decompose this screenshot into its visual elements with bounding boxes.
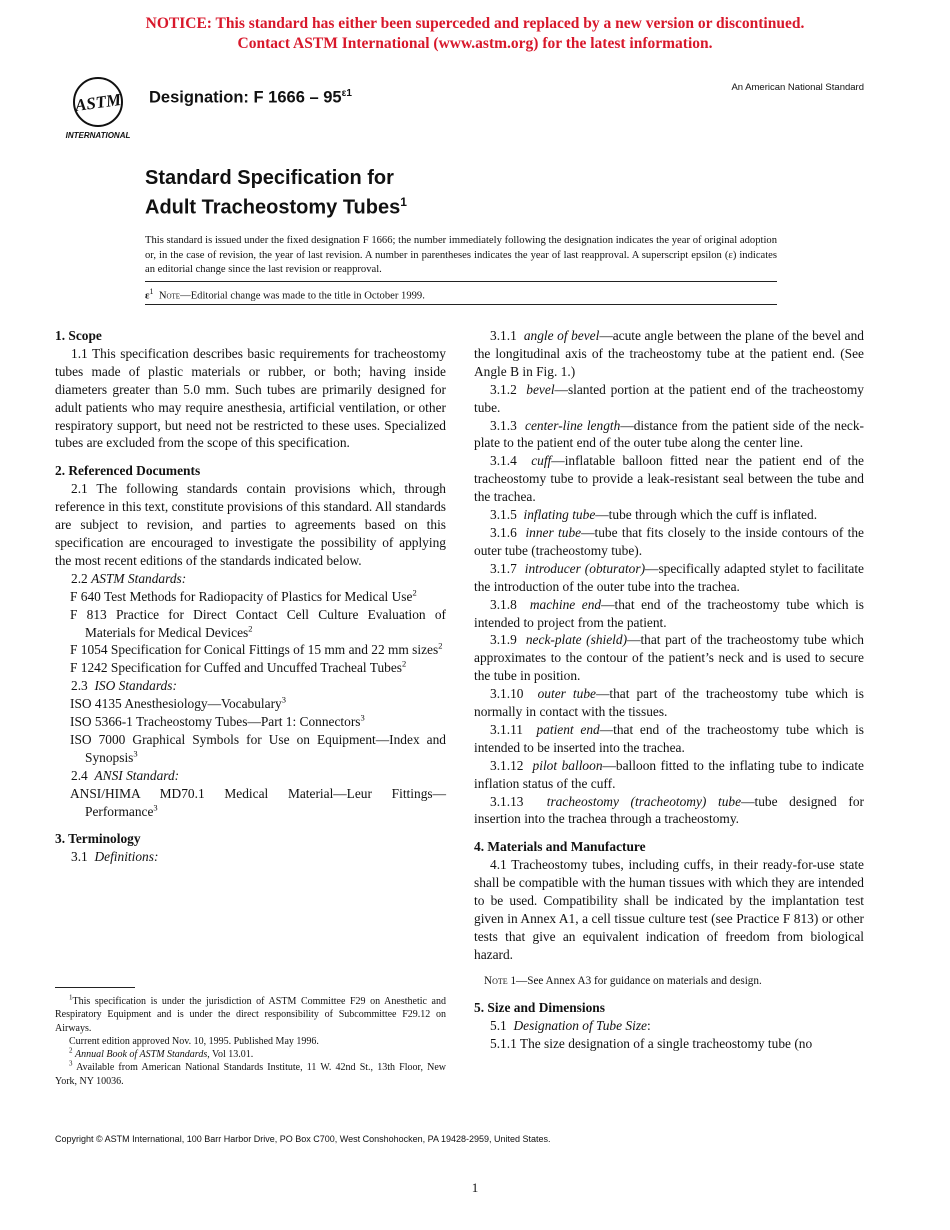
paragraph-5-1-title: Designation of Tube Size: [513, 1017, 647, 1033]
reference-footnote: 2: [412, 587, 417, 598]
copyright: Copyright © ASTM International, 100 Barr Harbor Drive, PO Box C700, West Conshohocken, PA 19428-2959, United States.: [55, 1134, 551, 1144]
astm-logo-mark: [73, 90, 123, 116]
definition-text: —inflatable balloon fitted near the patient end of the tracheostomy tube to provide a leak-resistant seal between the tube and the trachea.: [474, 453, 864, 505]
astm-logo: [60, 76, 136, 142]
definition-text: —slanted portion at the patient end of the tracheostomy tube.: [474, 381, 865, 415]
definition-text: —that end of the tracheostomy tube which is intended to be inserted into the trachea.: [474, 721, 864, 755]
definition-item: [474, 381, 864, 417]
title-line-1: Standard Specification for: [145, 167, 394, 189]
note-label: Note: [484, 974, 508, 987]
definition-item: [474, 327, 864, 381]
definition-num: 3.1.12: [490, 757, 524, 773]
definition-num: 3.1.11: [490, 721, 523, 737]
reference-item: [55, 606, 446, 642]
right-column: [474, 327, 864, 1052]
footnote-mark: 3: [69, 1060, 73, 1069]
paragraph-5-1-1: 5.1.1 The size designation of a single tracheostomy tube (no: [490, 1035, 813, 1051]
footnote-1: [55, 995, 446, 1035]
definition-text: —that part of the tracheostomy tube which approximates to the contour of the patient’s neck and is used to secure the tube in position.: [474, 632, 864, 684]
definition-item: [474, 560, 864, 596]
paragraph-5-1-num: 5.1: [490, 1017, 507, 1033]
definition-text: —specifically adapted stylet to facilitate the introduction of the outer tube into the trachea.: [474, 560, 864, 594]
reference-footnote: 2: [438, 640, 443, 651]
reference-text: ISO 5366-1 Tracheostomy Tubes—Part 1: Connectors: [70, 714, 361, 730]
paragraph-3-1-num: 3.1: [71, 849, 88, 865]
astm-logo-subtitle: INTERNATIONAL: [65, 131, 131, 140]
designation: [149, 88, 352, 108]
reference-text: ANSI/HIMA MD70.1 Medical Material—Leur Fittings—Performance: [70, 785, 446, 819]
definition-term: outer tube: [537, 686, 596, 702]
definition-term: patient end: [536, 721, 600, 737]
definition-text: —that end of the tracheostomy tube which is intended to project from the patient.: [474, 596, 864, 630]
paragraph-2-2-title: ASTM Standards:: [91, 570, 187, 586]
paragraph-2-4: [55, 767, 446, 785]
definition-term: introducer (obturator): [524, 560, 646, 576]
definitions-list: [474, 327, 864, 828]
definition-text: —tube designed for insertion into the trachea through a tracheostomy.: [474, 793, 864, 827]
definition-text: —acute angle between the plane of the bevel and the longitudinal axis of the tracheostomy tube at the patient end. (See Angle B in Fig. 1.): [474, 328, 864, 379]
reference-item: [55, 588, 446, 606]
footnote-text: This specification is under the jurisdiction of ASTM Committee F29 on Anesthetic and Respiratory Equipment and is under the direct responsibility of Subcommittee F29.12 on Airways.: [55, 996, 446, 1034]
definition-term: center-line length: [525, 417, 621, 433]
reference-text: F 1054 Specification for Conical Fittings of 15 mm and 22 mm sizes: [70, 642, 439, 658]
definition-term: bevel: [526, 381, 555, 397]
definition-num: 3.1.7: [490, 560, 517, 576]
editorial-note-label: Note: [158, 290, 181, 302]
section-heading-size: 5. Size and Dimensions: [474, 999, 605, 1015]
document-title: [145, 166, 407, 220]
paragraph-2-3-num: 2.3: [71, 678, 88, 694]
paragraph-2-3-title: ISO Standards:: [94, 678, 177, 694]
left-column: [55, 327, 446, 866]
section-heading-materials: 4. Materials and Manufacture: [474, 839, 646, 855]
editorial-note: [145, 287, 425, 302]
paragraph-1-1: 1.1 This specification describes basic requirements for tracheostomy tubes made of plastic materials or rubber, or both; having inside diameters greater than 5.0 mm. Such tubes are primarily designed for adult patients who may require anesthesia, artificial ventilation, or other respiratory support, but need not be restricted to these uses. Specialized tubes are excluded from the scope of this specification.: [55, 345, 446, 451]
reference-footnote: 3: [153, 802, 158, 813]
designation-epsilon: ε1: [341, 88, 352, 99]
title-footnote-mark: 1: [400, 195, 407, 209]
definition-text: —tube through which the cuff is inflated.: [595, 507, 818, 523]
definition-term: machine end: [529, 596, 602, 612]
definition-term: inner tube: [525, 524, 582, 540]
reference-item: [55, 641, 446, 659]
reference-text: F 640 Test Methods for Radiopacity of Plastics for Medical Use: [70, 588, 413, 604]
reference-text: ISO 4135 Anesthesiology—Vocabulary: [70, 696, 282, 712]
paragraph-2-2: [55, 570, 446, 588]
reference-footnote: 3: [281, 694, 287, 705]
reference-item: [55, 713, 446, 731]
reference-item: [55, 695, 446, 713]
reference-item: [55, 659, 446, 677]
definition-term: inflating tube: [523, 507, 596, 523]
definition-num: 3.1.10: [490, 686, 524, 702]
definition-item: [474, 506, 864, 524]
notice-line-1: NOTICE: This standard has either been superceded and replaced by a new version or discontinued.: [145, 15, 805, 32]
definition-item: [474, 631, 864, 685]
paragraph-5-1: [474, 1017, 864, 1035]
section-heading-terminology: 3. Terminology: [55, 831, 141, 847]
definition-term: pilot balloon: [532, 757, 603, 773]
reference-footnote: 2: [402, 658, 407, 669]
paragraph-2-3: [55, 677, 446, 695]
divider: [145, 281, 777, 282]
definition-num: 3.1.4: [490, 453, 517, 469]
footnote-mark: 2: [69, 1046, 73, 1055]
reference-text: F 813 Practice for Direct Contact Cell Culture Evaluation of Materials for Medical Devices: [70, 606, 446, 640]
reference-footnote: 3: [360, 712, 365, 723]
section-heading-referenced-documents: 2. Referenced Documents: [55, 463, 201, 479]
paragraph-2-1: 2.1 The following standards contain provisions which, through reference in this text, constitute provisions of this standard. All standards are subject to revision, and parties to agreements based on this specification are encouraged to investigate the possibility of applying the most recent editions of the standards indicated below.: [55, 481, 446, 568]
notice-line-2: Contact ASTM International (www.astm.org) for the latest information.: [237, 35, 713, 52]
definition-item: [474, 757, 864, 793]
footnotes: [55, 995, 446, 1088]
definition-num: 3.1.8: [490, 596, 517, 612]
issue-statement: This standard is issued under the fixed designation F 1666; the number immediately following the designation indicates the year of original adoption or, in the case of revision, the year of last revision. A number in parentheses indicates the year of last reapproval. A superscript epsilon (ε) indicates an editorial change since the last revision or reapproval.: [145, 235, 777, 275]
section-heading-scope: 1. Scope: [55, 328, 102, 343]
definition-item: [474, 524, 864, 560]
paragraph-3-1-title: Definitions:: [94, 849, 159, 865]
editorial-note-text: —Editorial change was made to the title in October 1999.: [180, 290, 425, 302]
notice-banner: [0, 14, 950, 54]
editorial-note-mark-sup: 1: [149, 287, 154, 296]
title-line-2: [145, 190, 407, 220]
designation-label: Designation: F 1666 – 95: [149, 88, 342, 107]
reference-text: F 1242 Specification for Cuffed and Uncuffed Tracheal Tubes: [70, 660, 402, 676]
american-national-standard: An American National Standard: [731, 82, 864, 93]
definition-num: 3.1.1: [490, 328, 517, 343]
note-1: [474, 974, 864, 989]
definition-text: —tube that fits closely to the inside contours of the outer tube (tracheostomy tube).: [474, 524, 864, 558]
paragraph-4-1: 4.1 Tracheostomy tubes, including cuffs, in their ready-for-use state shall be compatible with the human tissues with which they are intended to be used. Compatibility shall be indicated by the implantation test given in Annex A1, a cell tissue culture test (see Practice F 813) or other tests that give an equivalent indication of freedom from biological hazard.: [474, 857, 864, 962]
page-number: 1: [471, 1180, 479, 1195]
definition-item: [474, 685, 864, 721]
footnote-text: Available from American National Standards Institute, 11 W. 42nd St., 13th Floor, New York, NY 10036.: [55, 1062, 446, 1087]
footnote-divider: [55, 987, 135, 988]
reference-footnote: 2: [248, 623, 253, 634]
definition-term: neck-plate (shield): [525, 632, 628, 648]
definition-item: [474, 721, 864, 757]
astm-logo-letters: ASTM: [73, 89, 123, 116]
footnote-book-title: Annual Book of ASTM Standards: [75, 1049, 208, 1061]
title-line-2-text: Adult Tracheostomy Tubes: [145, 196, 401, 219]
footnote-text: , Vol 13.01.: [207, 1049, 254, 1061]
footnote-1-continued: Current edition approved Nov. 10, 1995. Published May 1996.: [69, 1035, 319, 1047]
definition-num: 3.1.2: [490, 381, 517, 397]
definition-term: angle of bevel: [523, 328, 600, 343]
definition-item: [474, 417, 864, 453]
definition-text: —balloon fitted to the inflating tube to indicate inflation status of the cuff.: [474, 757, 864, 791]
paragraph-2-2-num: 2.2: [71, 570, 88, 586]
definition-text: —that part of the tracheostomy tube which is normally in contact with the tissues.: [474, 686, 864, 720]
definition-num: 3.1.6: [490, 524, 517, 540]
paragraph-2-4-num: 2.4: [71, 767, 88, 783]
paragraph-5-1-colon: :: [647, 1017, 651, 1033]
definition-item: [474, 452, 864, 506]
definition-num: 3.1.9: [490, 632, 517, 648]
divider: [145, 304, 777, 305]
definition-item: [474, 793, 864, 829]
note-text: 1—See Annex A3 for guidance on materials and design.: [507, 974, 762, 987]
definition-num: 3.1.13: [490, 793, 524, 809]
definition-num: 3.1.3: [490, 417, 517, 433]
definition-term: tracheostomy (tracheotomy) tube: [546, 793, 742, 809]
footnote-3: [55, 1061, 446, 1088]
reference-item: [55, 731, 446, 767]
definition-num: 3.1.5: [490, 507, 517, 523]
definition-item: [474, 596, 864, 632]
footnote-mark: 1: [69, 993, 73, 1002]
paragraph-3-1: [55, 848, 446, 866]
reference-item: [55, 785, 446, 821]
definition-term: cuff: [531, 453, 552, 469]
reference-footnote: 3: [133, 748, 138, 759]
definition-text: —distance from the patient side of the neck-plate to the patient end of the outer tube along the center line.: [474, 417, 864, 451]
paragraph-2-4-title: ANSI Standard:: [94, 767, 180, 783]
reference-text: ISO 7000 Graphical Symbols for Use on Equipment—Index and Synopsis: [70, 731, 446, 765]
editorial-note-mark: ε: [145, 290, 150, 302]
footnote-2: [55, 1048, 446, 1061]
